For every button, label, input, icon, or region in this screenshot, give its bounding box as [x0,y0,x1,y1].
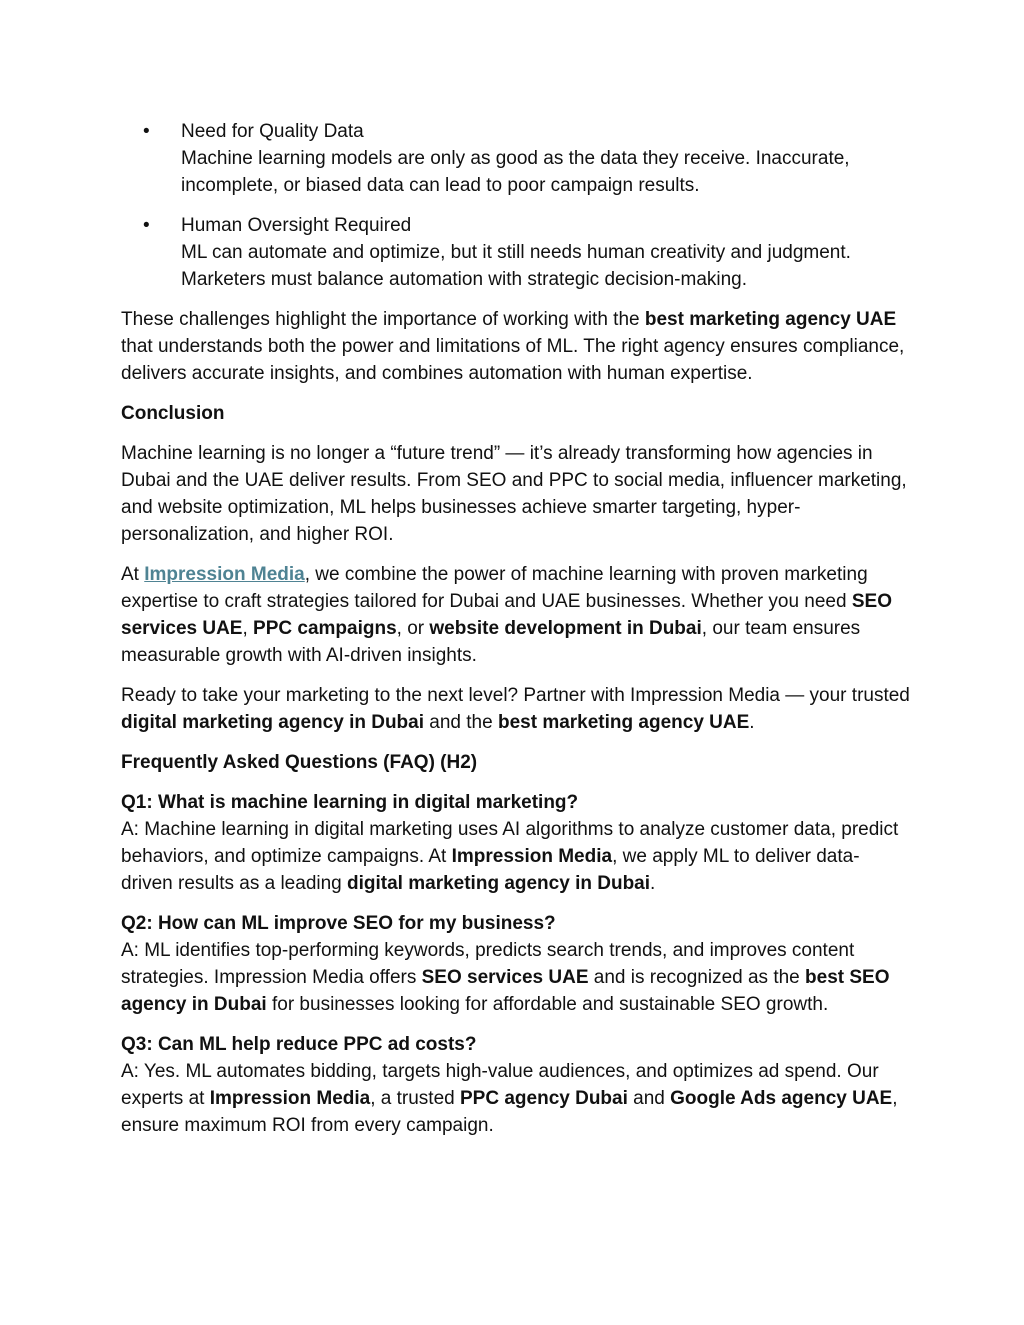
text: , or [396,618,430,639]
bullet-title: Need for Quality Data [181,121,364,142]
bullet-item [121,212,911,293]
text: A: Machine learning in digital marketing uses AI algorithms to analyze customer data, predict behaviors, and optimize campaigns. At [121,819,899,867]
bullet-icon: • [143,215,150,236]
bold-text: Google Ads agency UAE [670,1088,893,1109]
paragraph [121,789,911,897]
bullet-title: Human Oversight Required [181,215,412,236]
bold-text: Impression Media [209,1088,371,1109]
bold-text: Q1: What is machine learning in digital marketing? [121,792,579,813]
text: At [121,564,145,585]
bullet-icon: • [143,121,150,142]
paragraph [121,440,911,548]
bold-text: PPC campaigns [253,618,397,639]
bullet-item [121,118,911,199]
bullet-text: Machine learning models are only as good as the data they receive. Inaccurate, incomplete, or biased data can lead to poor campaign results. [181,148,850,196]
bold-text: Conclusion [121,403,225,424]
bold-text: digital marketing agency in Dubai [121,712,425,733]
section-heading [121,749,911,776]
text: , [242,618,254,639]
section-heading [121,400,911,427]
bold-text: SEO services UAE [121,591,892,639]
text: , we combine the power of machine learning with proven marketing expertise to craft strategies tailored for Dubai and UAE businesses. Whether you need [121,564,868,612]
bold-text: Q2: How can ML improve SEO for my business? [121,913,556,934]
text: Ready to take your marketing to the next level? Partner with Impression Media — your trusted [121,685,910,706]
text: and is recognized as the [588,967,806,988]
text: Machine learning is no longer a “future trend” — it’s already transforming how agencies in Dubai and the UAE deliver results. From SEO and PPC to social media, influencer marketing, and website optimization, ML helps businesses achieve smarter targeting, hyper-personalization, and higher ROI. [121,443,907,545]
bold-text: best marketing agency UAE [497,712,750,733]
text: , our team ensures measurable growth with AI-driven insights. [121,618,861,666]
paragraph [121,910,911,1018]
text: A: ML identifies top-performing keywords, predicts search trends, and improves content strategies. Impression Media offers [121,940,855,988]
paragraph [121,306,911,387]
impression-media-link[interactable]: Impression Media [144,564,305,585]
text: , ensure maximum ROI from every campaign. [121,1088,898,1136]
text: . [749,712,755,733]
bold-text: Frequently Asked Questions (FAQ) (H2) [121,752,478,773]
text: , we apply ML to deliver data-driven results as a leading [121,846,860,894]
bold-text: PPC agency Dubai [460,1088,628,1109]
document-body [121,118,911,1152]
text: These challenges highlight the importance of working with the [121,309,645,330]
text: and [627,1088,671,1109]
paragraph [121,682,911,736]
text: , a trusted [370,1088,460,1109]
paragraph [121,561,911,669]
paragraph [121,1031,911,1139]
text: for businesses looking for affordable and sustainable SEO growth. [266,994,829,1015]
bold-text: Impression Media [451,846,613,867]
text: that understands both the power and limitations of ML. The right agency ensures compliance, delivers accurate insights, and combines automation with human expertise. [121,336,905,384]
bold-text: website development in Dubai [429,618,702,639]
bullet-text: ML can automate and optimize, but it still needs human creativity and judgment. Marketers must balance automation with strategic decision-making. [181,242,851,290]
bold-text: Q3: Can ML help reduce PPC ad costs? [121,1034,477,1055]
bold-text: best SEO agency in Dubai [121,967,890,1015]
text: . [650,873,656,894]
text: and the [424,712,498,733]
text: A: Yes. ML automates bidding, targets high-value audiences, and optimizes ad spend. Our experts at [121,1061,879,1109]
bold-text: SEO services UAE [421,967,589,988]
bold-text: best marketing agency UAE [644,309,897,330]
bold-text: digital marketing agency in Dubai [347,873,651,894]
